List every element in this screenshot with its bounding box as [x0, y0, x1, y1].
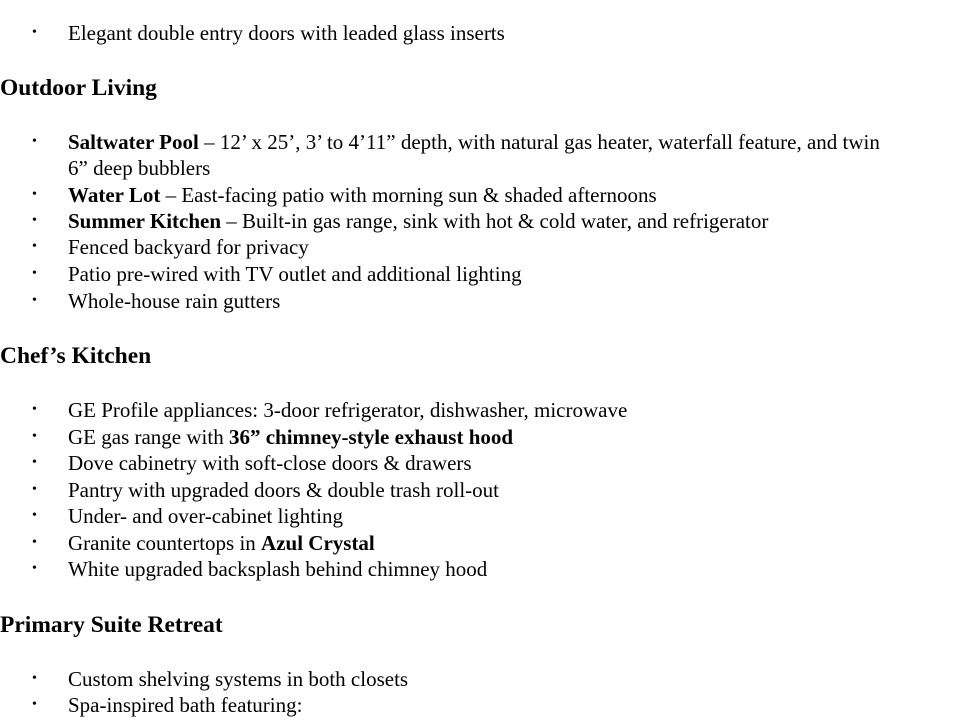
list-item-saltwater-pool	[68, 129, 880, 155]
item-label: Water Lot	[68, 183, 161, 207]
list-item-water-lot	[68, 182, 657, 208]
item-text: Granite countertops in	[68, 531, 262, 555]
item-bold: 36” chimney-style exhaust hood	[228, 425, 514, 449]
bullet: •	[32, 535, 37, 550]
list-item-patio-prewired: Patio pre-wired with TV outlet and additional lighting	[68, 262, 522, 286]
bullet: •	[32, 239, 37, 254]
list-item-continuation: 6” deep bubblers	[68, 156, 211, 180]
bullet: •	[32, 25, 37, 40]
list-item-ge-profile: GE Profile appliances: 3-door refrigerator, dishwasher, microwave	[68, 398, 628, 422]
item-text: – Built-in gas range, sink with hot & cold water, and refrigerator	[221, 209, 769, 233]
bullet: •	[32, 561, 37, 576]
list-item-rain-gutters: Whole-house rain gutters	[68, 289, 281, 313]
heading-primary-suite: Primary Suite Retreat	[0, 612, 223, 638]
bullet: •	[32, 429, 37, 444]
item-label: Summer Kitchen	[68, 209, 222, 233]
bullet: •	[32, 402, 37, 417]
bullet: •	[32, 134, 37, 149]
heading-outdoor-living: Outdoor Living	[0, 75, 157, 101]
bullet: •	[32, 187, 37, 202]
list-item-pantry: Pantry with upgraded doors & double trash roll-out	[68, 478, 500, 502]
heading-chefs-kitchen: Chef’s Kitchen	[0, 343, 152, 369]
bullet: •	[32, 482, 37, 497]
item-text: GE gas range with	[68, 425, 229, 449]
bullet: •	[32, 455, 37, 470]
list-item-summer-kitchen	[68, 208, 768, 234]
list-item-granite	[68, 530, 375, 556]
item-text: – 12’ x 25’, 3’ to 4’11” depth, with natural gas heater, waterfall feature, and twin	[198, 130, 880, 154]
list-item-cabinetry: Dove cabinetry with soft-close doors & drawers	[68, 451, 472, 475]
item-text: – East-facing patio with morning sun & shaded afternoons	[160, 183, 657, 207]
bullet: •	[32, 508, 37, 523]
list-item-cabinet-lighting: Under- and over-cabinet lighting	[68, 504, 343, 528]
item-bold: Azul Crystal	[261, 531, 375, 555]
list-item-backsplash: White upgraded backsplash behind chimney hood	[68, 557, 488, 581]
list-item-fenced-backyard: Fenced backyard for privacy	[68, 235, 309, 259]
list-item-entry-doors: Elegant double entry doors with leaded glass inserts	[68, 21, 505, 45]
list-item-gas-range	[68, 424, 513, 450]
list-item-shelving: Custom shelving systems in both closets	[68, 667, 409, 691]
bullet: •	[32, 697, 37, 712]
bullet: •	[32, 213, 37, 228]
bullet: •	[32, 671, 37, 686]
bullet: •	[32, 266, 37, 281]
bullet: •	[32, 293, 37, 308]
item-label: Saltwater Pool	[68, 130, 199, 154]
list-item-spa-bath: Spa-inspired bath featuring:	[68, 693, 303, 717]
